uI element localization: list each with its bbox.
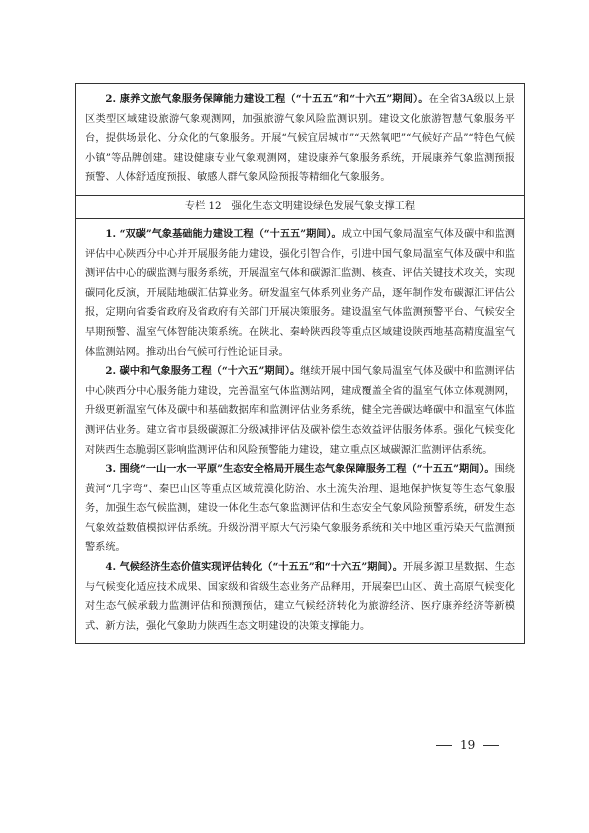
box-12-content: [76, 219, 524, 643]
item-2-title: 2. 碳中和气象服务工程（“十六五”期间）。: [105, 365, 301, 378]
item-4-body: 开展多源卫星数据、生态与气候变化适应技术成果、国家级和省级生态业务产品释用，开展秦巴山区、黄土高原气候变化对生态气候承载力监测评估和预测预估，建立气候经济转化为旅游经济、医疗康养经济等新模式、新方法，强化气象助力陕西生态文明建设的决策支撑能力。: [85, 562, 515, 632]
item-1: [85, 225, 515, 362]
item-1-title: 1. “双碳”气象基础能力建设工程（“十五五”期间）。: [105, 227, 342, 240]
item-1-body: 成立中国气象局温室气体及碳中和监测评估中心陕西分中心并开展服务能力建设，强化引智合作，引进中国气象局温室气体及碳中和监测评估中心的碳监测与服务系统，开展温室气体和碳源汇监测、核查、评估关键技术攻关，实现碳同化反演，开展陆地碳汇估算业务。研发温室气体系列业务产品，逐年制作发布碳源汇评估公报，定期向省委省政府及省政府有关部门开展决策服务。建设温室气体监测预警平台、气候安全早期预警、温室气体智能决策系统。在陕北、秦岭陕西段等重点区域建设陕西地基高精度温室气体监测站网。推动出台气候可行性论证目录。: [85, 228, 515, 358]
item-3-body: 围绕黄河“几字弯”、秦巴山区等重点区域荒漠化防治、水土流失治理、退地保护恢复等生态气象服务，加强生态气候监测，建设一体化生态气象监测评估和生态安全气象风险预警系统，研发生态气象效益数值模拟评估系统。升级汾渭平原大气污染气象服务系统和关中地区重污染天气监测预警系统。: [85, 464, 515, 554]
section-2-body: 在全省3A级以上景区类型区域建设旅游气象观测网，加强旅游气象风险监测识别。建设文化旅游智慧气象服务平台，提供场景化、分众化的气象服务。开展“气候宜居城市”“天然氧吧”“气候好产品”“特色气候小镇”等品牌创建。建设健康专业气象观测网，建设康养气象服务系统，开展康养气象监测预报预警、人体舒适度预报、敏感人群气象风险预报等精细化气象服务。: [85, 94, 515, 184]
section-2: [76, 84, 524, 195]
footer-dash-right: [483, 745, 499, 746]
footer-dash-left: [436, 745, 452, 746]
item-4: [85, 558, 515, 636]
page-number: 19: [460, 738, 476, 752]
box-12-header: 专栏 12 强化生态文明建设绿色发展气象支撑工程: [76, 195, 524, 219]
section-2-title: 2. 康养文旅气象服务保障能力建设工程（“十五五”和“十六五”期间）。: [105, 93, 429, 105]
item-3-title: 3. 围绕“一山一水一平原”生态安全格局开展生态气象保障服务工程（“十五五”期间）。: [105, 463, 495, 476]
section-2-paragraph: [85, 90, 515, 188]
item-4-title: 4. 气候经济生态价值实现评估转化（“十五五”和“十六五”期间）。: [105, 561, 403, 574]
content-box: [75, 83, 525, 644]
page-footer: [436, 738, 499, 752]
item-2: [85, 362, 515, 460]
item-3: [85, 460, 515, 558]
item-2-body: 继续开展中国气象局温室气体及碳中和监测评估中心陕西分中心服务能力建设，完善温室气体监测站网，建成覆盖全省的温室气体立体观测网，升级更新温室气体及碳中和基础数据库和监测评估业务系统，健全完善碳达峰碳中和温室气体监测评估业务。建立省市县级碳源汇分级减排评估及碳补偿生态效益评估服务体系。强化气候变化对陕西生态脆弱区影响监测评估和风险预警能力建设，建立重点区域碳源汇监测评估系统。: [85, 366, 515, 456]
